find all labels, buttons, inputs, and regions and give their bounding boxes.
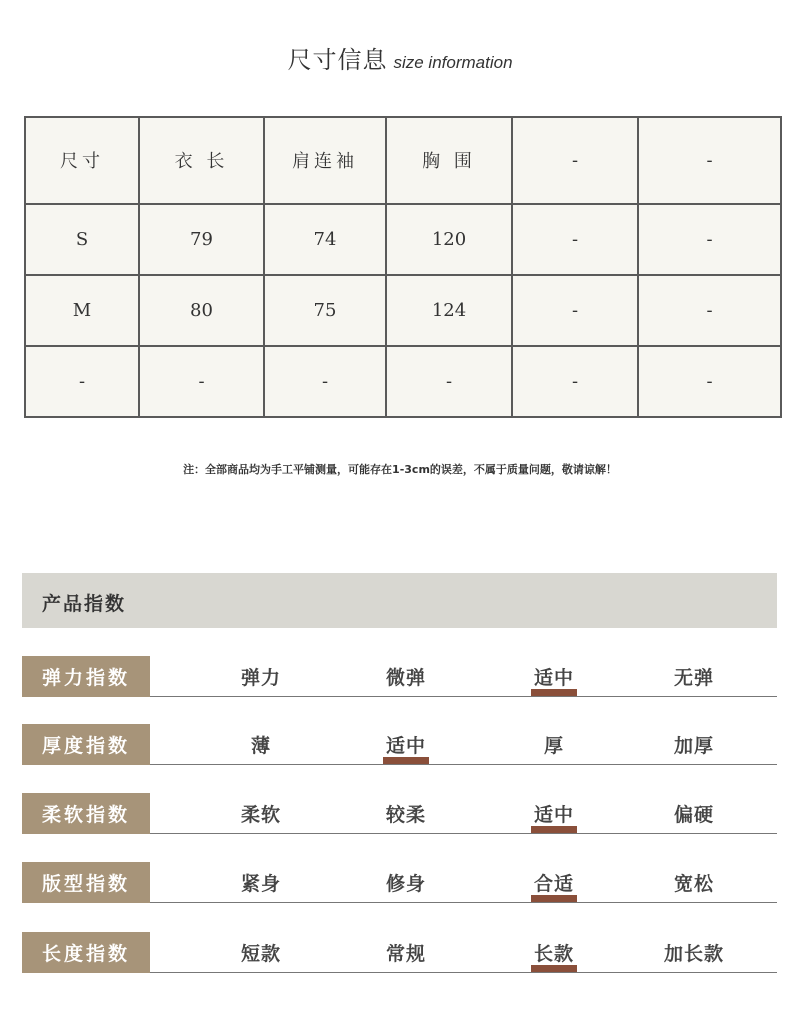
table-cell: S: [25, 204, 139, 275]
index-option: 常规: [385, 942, 426, 965]
table-cell: -: [638, 204, 781, 275]
index-option-selected: 适中: [499, 793, 609, 833]
table-cell: -: [638, 346, 781, 417]
index-row: [22, 724, 777, 765]
table-cell: 124: [386, 275, 512, 346]
table-cell: -: [512, 117, 638, 204]
table-cell: 74: [264, 204, 386, 275]
table-cell: -: [512, 275, 638, 346]
index-option: 柔软: [240, 803, 281, 826]
product-index-header: [22, 573, 777, 628]
index-option: 宽松: [673, 872, 714, 895]
index-row-label: 长度指数: [22, 932, 150, 973]
table-cell: -: [139, 346, 264, 417]
table-cell: M: [25, 275, 139, 346]
table-cell: 79: [139, 204, 264, 275]
index-row-label: 厚度指数: [22, 724, 150, 765]
index-row: [22, 932, 777, 973]
title-english: size information: [393, 53, 513, 72]
index-option: 厚: [543, 734, 564, 757]
table-cell: -: [264, 346, 386, 417]
table-cell: 80: [139, 275, 264, 346]
index-row: [22, 862, 777, 903]
table-cell: 75: [264, 275, 386, 346]
index-row-label: 弹力指数: [22, 656, 150, 697]
index-option: 偏硬: [673, 803, 714, 826]
index-row: [22, 656, 777, 697]
table-cell: -: [25, 346, 139, 417]
index-option: 无弹: [673, 666, 714, 689]
table-cell: -: [386, 346, 512, 417]
index-option: 加长款: [663, 942, 724, 965]
index-option: 较柔: [385, 803, 426, 826]
size-table: [24, 116, 782, 418]
table-row: [25, 204, 781, 275]
table-cell: 衣 长: [139, 117, 264, 204]
index-option: 修身: [385, 872, 426, 895]
title-chinese: 尺寸信息: [287, 46, 388, 74]
table-cell: -: [512, 204, 638, 275]
index-option: 弹力: [240, 666, 281, 689]
index-option-selected: 适中: [499, 656, 609, 696]
index-row: [22, 793, 777, 834]
table-cell: 尺寸: [25, 117, 139, 204]
table-cell: 肩连袖: [264, 117, 386, 204]
table-row: [25, 275, 781, 346]
table-cell: 胸 围: [386, 117, 512, 204]
index-option-selected: 合适: [499, 862, 609, 902]
product-index-title: 产品指数: [42, 593, 127, 615]
table-cell: 120: [386, 204, 512, 275]
measurement-note: 注：全部商品均为手工平铺测量，可能存在1-3cm的误差，不属于质量问题，敬请谅解！: [183, 463, 617, 476]
size-info-title: [0, 40, 800, 75]
index-option: 短款: [240, 942, 281, 965]
index-option: 紧身: [240, 872, 281, 895]
table-cell: -: [512, 346, 638, 417]
index-option-selected: 长款: [499, 932, 609, 972]
index-option-selected: 适中: [351, 724, 461, 764]
index-option: 微弹: [385, 666, 426, 689]
index-row-label: 版型指数: [22, 862, 150, 903]
table-cell: -: [638, 275, 781, 346]
index-option: 加厚: [673, 734, 714, 757]
index-option: 薄: [250, 734, 271, 757]
table-cell: -: [638, 117, 781, 204]
table-row: [25, 346, 781, 417]
index-row-label: 柔软指数: [22, 793, 150, 834]
table-header-row: [25, 117, 781, 204]
